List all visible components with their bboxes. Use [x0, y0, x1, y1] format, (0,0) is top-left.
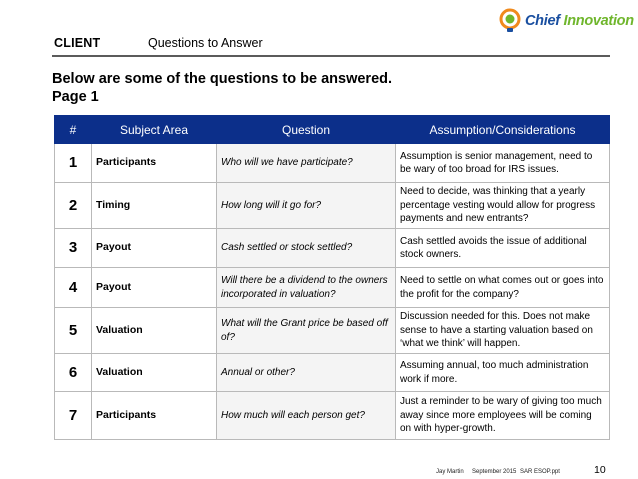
row-number: 5	[55, 308, 92, 354]
logo-text-accent: Innovation	[563, 13, 634, 29]
row-subject: Valuation	[92, 354, 217, 392]
row-subject: Participants	[92, 144, 217, 183]
column-header-number: #	[55, 116, 92, 144]
logo-text-main: Chief	[525, 13, 564, 29]
chief-innovation-logo	[497, 6, 634, 36]
row-subject: Participants	[92, 392, 217, 440]
row-question: Annual or other?	[217, 354, 396, 392]
row-subject: Payout	[92, 268, 217, 308]
row-assumption: Cash settled avoids the issue of additional stock owners.	[396, 229, 610, 268]
table-row	[55, 354, 610, 392]
table-header-row	[55, 116, 610, 144]
row-subject: Timing	[92, 183, 217, 229]
table-row	[55, 183, 610, 229]
row-question: What will the Grant price be based off of?	[217, 308, 396, 354]
row-assumption: Assuming annual, too much administration work if more.	[396, 354, 610, 392]
row-question: Cash settled or stock settled?	[217, 229, 396, 268]
column-header-subject: Subject Area	[92, 116, 217, 144]
row-assumption: Just a reminder to be wary of giving too much away since more employees will be coming on with hyper-growth.	[396, 392, 610, 440]
table-row	[55, 308, 610, 354]
intro-line-2: Page 1	[52, 89, 99, 105]
row-question: Who will we have participate?	[217, 144, 396, 183]
intro-heading	[52, 70, 392, 106]
page-number: 10	[594, 464, 606, 476]
row-number: 4	[55, 268, 92, 308]
row-question: Will there be a dividend to the owners incorporated in valuation?	[217, 268, 396, 308]
table-row	[55, 268, 610, 308]
footer-author: Jay Martin	[436, 469, 464, 475]
column-header-assumption: Assumption/Considerations	[396, 116, 610, 144]
intro-line-1: Below are some of the questions to be answered.	[52, 71, 393, 87]
footer-date: September 2015	[472, 469, 517, 475]
header-divider	[52, 55, 610, 57]
row-assumption: Discussion needed for this. Does not make sense to have a starting valuation based on ‘what we think’ will happen.	[396, 308, 610, 354]
row-number: 1	[55, 144, 92, 183]
footer-file: SAR ESOP.ppt	[520, 469, 560, 475]
questions-table	[54, 115, 610, 440]
row-subject: Payout	[92, 229, 217, 268]
row-number: 6	[55, 354, 92, 392]
row-assumption: Need to decide, was thinking that a yearly percentage vesting would allow for progress payments and new entrants?	[396, 183, 610, 229]
client-label: CLIENT	[54, 36, 101, 50]
logo-wordmark	[525, 13, 634, 29]
row-assumption: Assumption is senior management, need to be wary of too broad for IRS issues.	[396, 144, 610, 183]
row-subject: Valuation	[92, 308, 217, 354]
section-title: Questions to Answer	[148, 36, 263, 50]
row-assumption: Need to settle on what comes out or goes into the profit for the company?	[396, 268, 610, 308]
table-row	[55, 392, 610, 440]
row-number: 7	[55, 392, 92, 440]
table-row	[55, 229, 610, 268]
row-question: How long will it go for?	[217, 183, 396, 229]
table-row	[55, 144, 610, 183]
row-number: 3	[55, 229, 92, 268]
row-question: How much will each person get?	[217, 392, 396, 440]
row-number: 2	[55, 183, 92, 229]
column-header-question: Question	[217, 116, 396, 144]
bulb-icon	[497, 8, 523, 34]
